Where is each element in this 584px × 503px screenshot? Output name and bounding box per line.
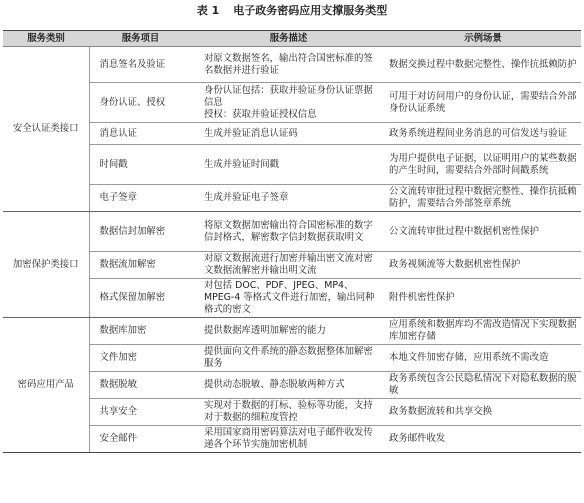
category-cell: 安全认证类接口: [3, 47, 89, 212]
table-number: 表 1: [196, 4, 220, 17]
service-item-cell: 共享安全: [89, 399, 192, 426]
table-row: [3, 372, 581, 399]
table-row: [3, 426, 581, 453]
service-description-cell: 对原文数据流进行加密并输出密文流对密文数据流解密并输出明文流: [192, 252, 385, 279]
table-row: [3, 47, 581, 83]
service-description-cell: 将原文数据加密输出符合国密标准的数字信封格式，解密数字信封数据获取明文: [192, 212, 385, 252]
service-item-cell: 电子签章: [89, 185, 192, 212]
header-description: 服务描述: [192, 31, 385, 47]
example-scenario-cell: 附件机密性保护: [385, 279, 581, 318]
service-description-cell: 生成并验证电子签章: [192, 185, 385, 212]
service-item-cell: 数据信封加解密: [89, 212, 192, 252]
service-item-cell: 消息认证: [89, 123, 192, 145]
service-description-cell: 对原文数据签名，输出符合国密标准的签名数据并进行验证: [192, 47, 385, 83]
service-description-cell: 身份认证包括：获取并验证身份认证票据信息 授权：获取并验证授权信息: [192, 83, 385, 123]
service-item-cell: 数据脱敏: [89, 372, 192, 399]
category-cell: 加密保护类接口: [3, 212, 89, 318]
header-example: 示例场景: [385, 31, 581, 47]
service-item-cell: 数据库加密: [89, 318, 192, 345]
table-row: [3, 83, 581, 123]
service-description-cell: 提供面向文件系统的静态数据整体加解密服务: [192, 345, 385, 372]
example-scenario-cell: 政务视频流等大数据机密性保护: [385, 252, 581, 279]
table-header-row: [3, 31, 581, 47]
service-description-cell: 对包括 DOC、PDF、JPEG、MP4、MPEG-4 等格式文件进行加密，输出同种格式的密文: [192, 279, 385, 318]
service-item-cell: 文件加密: [89, 345, 192, 372]
example-scenario-cell: 政务系统进程间业务消息的可信发送与验证: [385, 123, 581, 145]
category-cell: 密码应用产品: [3, 318, 89, 453]
table-row: [3, 279, 581, 318]
example-scenario-cell: 政务系统包含公民隐私情况下对隐私数据的脱敏: [385, 372, 581, 399]
example-scenario-cell: 政务数据流转和共享交换: [385, 399, 581, 426]
header-category: 服务类别: [3, 31, 89, 47]
table-row: [3, 123, 581, 145]
service-item-cell: 身份认证、授权: [89, 83, 192, 123]
example-scenario-cell: 公文流转审批过程中数据完整性、操作抗抵赖防护，需要结合外部签章系统: [385, 185, 581, 212]
service-description-cell: 实现对于数据的打标、验标等功能，支持对于数据的细粒度管控: [192, 399, 385, 426]
table-row: [3, 252, 581, 279]
service-item-cell: 安全邮件: [89, 426, 192, 453]
header-item: 服务项目: [89, 31, 192, 47]
table-body: [3, 47, 581, 453]
table-caption: [0, 0, 584, 24]
service-description-cell: 生成并验证消息认证码: [192, 123, 385, 145]
example-scenario-cell: 政务邮件收发: [385, 426, 581, 453]
table-row: [3, 212, 581, 252]
table-row: [3, 185, 581, 212]
example-scenario-cell: 公文流转审批过程中数据机密性保护: [385, 212, 581, 252]
table-row: [3, 318, 581, 345]
service-description-cell: 生成并验证时间戳: [192, 145, 385, 185]
example-scenario-cell: 本地文件加密存储，应用系统不需改造: [385, 345, 581, 372]
table-row: [3, 345, 581, 372]
service-type-table: [3, 30, 581, 453]
service-item-cell: 时间戳: [89, 145, 192, 185]
table-row: [3, 399, 581, 426]
service-description-cell: 提供数据库透明加解密的能力: [192, 318, 385, 345]
table-row: [3, 145, 581, 185]
service-description-cell: 提供动态脱敏、静态脱敏两种方式: [192, 372, 385, 399]
service-item-cell: 数据流加解密: [89, 252, 192, 279]
service-item-cell: 消息签名及验证: [89, 47, 192, 83]
service-item-cell: 格式保留加解密: [89, 279, 192, 318]
example-scenario-cell: 数据交换过程中数据完整性、操作抗抵赖防护: [385, 47, 581, 83]
example-scenario-cell: 为用户提供电子证据，以证明用户的某些数据的产生时间，需要结合外部时间戳系统: [385, 145, 581, 185]
table-title: 电子政务密码应用支撑服务类型: [233, 4, 388, 17]
example-scenario-cell: 可用于对访问用户的身份认证，需要结合外部身份认证系统: [385, 83, 581, 123]
example-scenario-cell: 应用系统和数据库均不需改造情况下实现数据库加密存储: [385, 318, 581, 345]
service-description-cell: 采用国家商用密码算法对电子邮件收发传递各个环节实施加密机制: [192, 426, 385, 453]
